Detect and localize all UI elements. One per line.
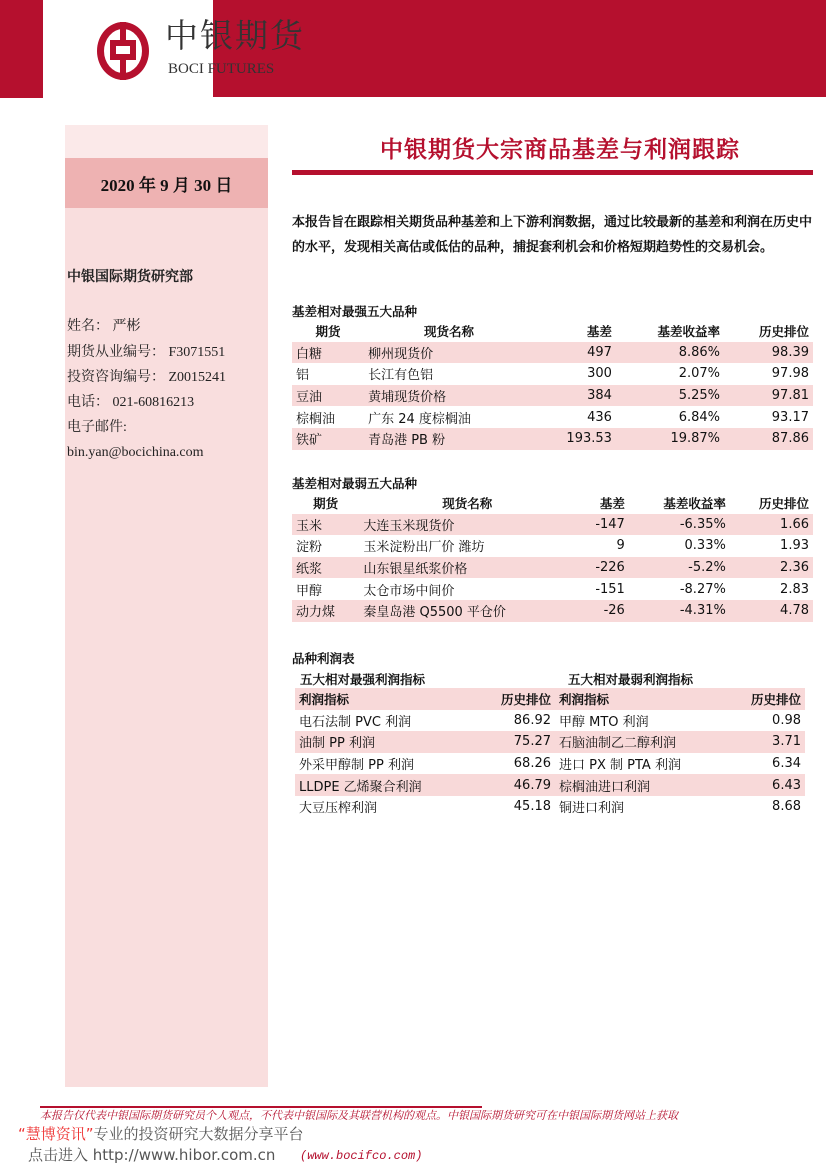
table-cell: 5.25% [616,385,724,407]
table-cell: 山东银星纸浆价格 [359,557,575,579]
table-row [292,428,813,450]
consult-number: 投资咨询编号： Z0015241 [67,370,227,385]
table-cell: 86.92 [513,712,551,728]
phone: 电话： 021-60816213 [67,395,195,410]
table-cell: 玉米淀粉出厂价 潍坊 [363,540,485,556]
table-cell: 秦皇岛港 Q5500 平仓价 [359,600,575,622]
table-cell: 436 [587,409,612,425]
table-cell: 384 [534,385,616,407]
table-cell: 4.78 [730,600,813,622]
table-cell: 2.07% [678,366,721,382]
table-row [555,796,805,818]
table-cell: 黄埔现货价格 [364,385,534,407]
table-cell: 铝 [296,368,310,384]
table-cell: 大连玉米现货价 [359,514,575,536]
table-cell: 1.66 [730,514,813,536]
table-cell: 柳州现货价 [364,342,534,364]
table-cell: 193.53 [534,428,616,450]
table-cell: 铜进口利润 [559,801,625,817]
table-cell: 青岛港 PB 粉 [364,428,534,450]
column-header: 基差 [586,323,612,339]
table-row [292,342,813,364]
table-cell: 1.93 [780,538,809,554]
column-header: 历史排位 [475,688,555,710]
table-cell: 46.79 [475,774,555,796]
logo-icon-square [110,40,136,60]
page-title: 中银期货大宗商品基差与利润跟踪 [380,136,740,163]
table-cell: 98.39 [724,342,813,364]
table-cell: 电石法制 PVC 利润 [299,714,412,730]
table-row [292,406,813,428]
table-row [295,774,555,796]
license-number: 期货从业编号： F3071551 [67,345,226,360]
table-header-row [292,320,813,342]
table-cell: 油制 PP 利润 [295,731,475,753]
profit-weak-title: 五大相对最弱利润指标 [568,672,694,687]
table-cell: 白糖 [292,342,364,364]
column-header: 期货 [315,323,341,339]
table-cell: -6.35% [629,514,730,536]
profit-strong-table [295,688,555,818]
column-header: 历史排位 [758,323,809,339]
table-cell: 6.84% [678,409,721,425]
column-header: 基差收益率 [663,495,726,511]
table-cell: 87.86 [724,428,813,450]
profit-weak-table [555,688,805,818]
weak-basis-title: 基差相对最弱五大品种 [292,476,418,491]
footer-disclaimer: 本报告仅代表中银国际期货研究员个人观点，不代表中银国际及其联营机构的观点。中银国际期货研究可在中银国际期货网站上获取 [40,1109,678,1122]
table-cell: 97.81 [724,385,813,407]
table-row [295,710,555,732]
table-cell: -4.31% [629,600,730,622]
intro-paragraph: 本报告旨在跟踪相关期货品种基差和上下游利润数据，通过比较最新的基差和利润在历史中的水平，发现相关高估或低估的品种，捕捉套利机会和价格短期趋势性的交易机会。 [292,215,813,255]
column-header: 历史排位 [728,688,805,710]
strong-basis-table [292,320,813,450]
table-cell: 广东 24 度棕榈油 [368,411,471,427]
table-header-row [295,688,555,710]
table-row [292,600,813,622]
table-cell: 19.87% [616,428,724,450]
column-header: 利润指标 [295,688,475,710]
table-row [295,796,555,818]
table-cell: 3.71 [728,731,805,753]
table-row [292,535,813,557]
watermark-link[interactable]: 点击进入 http://www.hibor.com.cn [28,1146,276,1164]
table-row [292,385,813,407]
footer-divider [40,1106,482,1108]
table-cell: 45.18 [513,799,551,815]
column-header: 基差收益率 [657,323,721,339]
table-cell: 6.34 [772,756,801,772]
table-header-row [555,688,805,710]
table-cell: 9 [616,538,625,554]
logo-cn: 中银期货 [165,16,305,55]
table-row [292,557,813,579]
table-cell: 铁矿 [292,428,364,450]
table-header-row [292,492,813,514]
table-cell: 进口 PX 制 PTA 利润 [559,758,681,774]
table-row [555,731,805,753]
table-row [555,753,805,775]
table-cell: 太仓市场中间价 [363,583,455,599]
table-cell: 300 [587,366,612,382]
table-cell: 纸浆 [292,557,359,579]
table-cell: 豆油 [292,385,364,407]
watermark-text: 专业的投资研究大数据分享平台 [93,1125,304,1143]
report-date: 2020 年 9 月 30 日 [65,158,268,208]
table-row [555,710,805,732]
strong-basis-title: 基差相对最强五大品种 [292,304,418,319]
profit-strong-title: 五大相对最强利润指标 [300,672,426,687]
column-header: 期货 [313,495,339,511]
table-cell: 甲醇 MTO 利润 [559,714,649,730]
table-cell: 甲醇 [296,583,323,599]
table-cell: 棕榈油 [296,411,336,427]
table-cell: 2.83 [780,581,809,597]
table-row [295,731,555,753]
table-cell: -151 [595,581,625,597]
table-cell: 68.26 [513,756,551,772]
watermark-brand-name: “慧博资讯” [18,1125,94,1143]
table-cell: 497 [534,342,616,364]
table-cell: -8.27% [679,581,726,597]
table-cell: 外采甲醇制 PP 利润 [299,758,414,774]
table-cell: 长江有色铝 [368,368,434,384]
analyst-name: 姓名： 严彬 [67,319,141,334]
table-cell: 石脑油制乙二醇利润 [555,731,728,753]
table-row [292,578,813,600]
table-cell: 玉米 [292,514,359,536]
table-cell: 2.36 [730,557,813,579]
footer-site[interactable]: (www.bocifco.com) [300,1149,423,1163]
table-row [292,363,813,385]
table-cell: 75.27 [475,731,555,753]
department: 中银国际期货研究部 [67,269,193,285]
profit-title: 品种利润表 [292,651,355,666]
table-cell: 动力煤 [292,600,359,622]
email-label: 电子邮件: [67,420,127,435]
table-row [555,774,805,796]
table-cell: LLDPE 乙烯聚合利润 [295,774,475,796]
table-cell: -5.2% [629,557,730,579]
column-header: 基差 [599,495,625,511]
sidebar-top [65,125,268,158]
table-cell: -147 [575,514,629,536]
watermark-brand [18,1125,304,1143]
table-cell: -26 [575,600,629,622]
table-cell: 0.98 [772,712,801,728]
table-row [295,753,555,775]
column-header: 现货名称 [423,323,474,339]
logo-en: BOCI FUTURES [168,61,275,77]
table-cell: 97.98 [771,366,809,382]
column-header: 现货名称 [442,495,493,511]
column-header: 历史排位 [758,495,809,511]
table-cell: -226 [575,557,629,579]
table-cell: 8.68 [772,799,801,815]
table-row [292,514,813,536]
title-divider [292,170,813,175]
column-header: 利润指标 [555,688,728,710]
table-cell: 大豆压榨利润 [299,801,378,817]
table-cell: 8.86% [616,342,724,364]
table-cell: 棕榈油进口利润 [555,774,728,796]
table-cell: 0.33% [684,538,726,554]
weak-basis-table [292,492,813,622]
table-cell: 6.43 [728,774,805,796]
header-red-left [0,0,43,98]
table-cell: 淀粉 [296,540,323,556]
table-cell: 93.17 [771,409,809,425]
email-link[interactable]: bin.yan@bocichina.com [67,445,204,460]
